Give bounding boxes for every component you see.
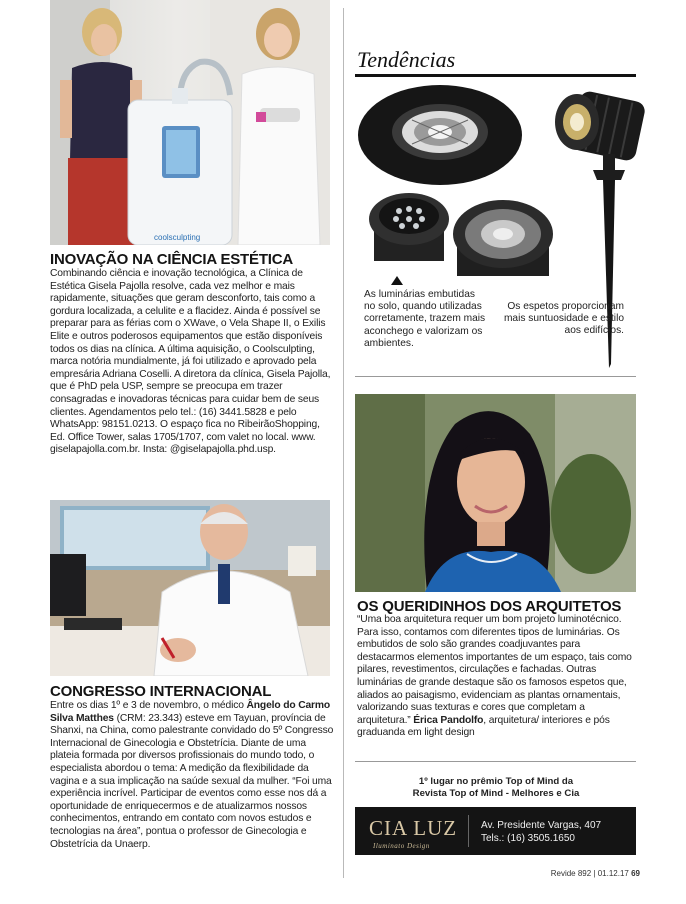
section-title: Tendências: [357, 47, 456, 72]
queridinhos-heading: OS QUERIDINHOS DOS ARQUITETOS: [357, 598, 622, 615]
clinic-illustration: [50, 0, 330, 245]
page-footer: [551, 869, 640, 878]
section-rule: [355, 376, 636, 377]
architect-photo: [355, 394, 636, 592]
caption-spikes: Os espetos proporcionam mais suntuosidade e estilo aos edifícios.: [503, 301, 624, 337]
inovacao-heading: INOVAÇÃO NA CIÊNCIA ESTÉTICA: [50, 251, 294, 268]
doctor-illustration: [50, 500, 330, 676]
award-line-2: Revista Top of Mind - Melhores e Cia: [412, 788, 580, 799]
congresso-body-intro: Entre os dias 1º e 3 de novembro, o médico: [50, 700, 247, 711]
arrow-up-icon: [391, 276, 403, 285]
congresso-body: [50, 700, 337, 851]
inovacao-body: Combinando ciência e inovação tecnológica, a Clínica de Estética Gisela Pajolla resolve, cada vez melhor e mais rapidamente, situações que geram desconforto, tais como a gordura localizada, a celulite e a flacidez. Ainda é possível se preparar para as férias com o XWave, o Vela Shape II, o Exilis Elite e outros poderosos equipamentos que estão disponíveis todos os dias na clínica. A última aquisição, o Coolsculpting, marca notória mundialmente, já foi utilizado e aprovado pela empresária Adriana Coselli. A diretora da clínica, Gisela Pajolla, que é PhD pela USP, sempre se preocupa em trazer consagradas e inovadoras técnicas para cuidar bem de seus clientes. Agendamentos pelo tel.: (16) 3441.5828 e pelo WhatsApp: 98151.0213. O espaço fica no RibeirãoShopping, Ed. Office Tower, salas 1705/1707, com valet no local. www. giselapajolla.com.br. Insta: @giselapajolla.phd.usp.: [50, 268, 331, 456]
ad-phone: Tels.: (16) 3505.1650: [481, 833, 575, 844]
issue-info: Revide 892 | 01.12.17: [550, 869, 629, 878]
in-ground-reflector-luminaire: [451, 190, 555, 282]
award-text: [356, 776, 636, 800]
ad-contact: [481, 819, 601, 845]
in-ground-led-luminaire: [366, 189, 452, 265]
queridinhos-body: [357, 614, 637, 740]
award-rule: [355, 761, 636, 762]
title-rule: [355, 74, 636, 77]
recessed-luminaire-large: [357, 84, 523, 186]
ad-address: Av. Presidente Vargas, 407: [481, 820, 602, 831]
architect-illustration: [355, 394, 636, 592]
page-number: 69: [631, 869, 640, 878]
coolsculpting-label: coolsculpting: [154, 233, 201, 242]
cia-luz-ad: [355, 807, 636, 855]
ad-separator: [468, 815, 469, 847]
queridinhos-quote: “Uma boa arquitetura requer um bom projeto luminotécnico. Para isso, contamos com diferentes tipos de luminárias. Os embutidos de solo são grandes coadjuvantes para destacarmos elementos importantes de um espaço, tais como pilares, revestimentos, circulações e fachadas. Outras luminárias de grande destaque são os famosos espetos que, aliados ao paisagismo, evidenciam as plantas ornamentais, valorizando suas texturas e cores que completam a arquitetura.”: [357, 614, 632, 726]
doctor-photo: [50, 500, 330, 676]
caption-in-ground: As luminárias embutidas no solo, quando utilizadas corretamente, trazem mais aconchego e valorizam os ambientes.: [364, 289, 486, 349]
doctor-name: Ângelo do Carmo Silva Matthes: [50, 700, 331, 724]
architect-name: Érica Pandolfo: [413, 714, 484, 726]
congresso-heading: CONGRESSO INTERNACIONAL: [50, 683, 272, 700]
clinic-photo: [50, 0, 330, 245]
column-divider: [343, 8, 344, 878]
award-line-1: 1º lugar no prêmio Top of Mind da: [418, 776, 574, 787]
cia-luz-tagline: Iluminato Design: [373, 842, 430, 850]
congresso-body-rest: (CRM: 23.343) esteve em Tayuan, província de Shanxi, na China, como palestrante convidado do 5º Congresso Internacional de Ginecologia e Obstetrícia. Diante de uma plateia formada por diversos profissionais do mundo todo, o especialista abordou o tema: A medição da flexibilidade da vagina e a sua implicação na saúde sexual da mulher. “Foi uma experiência incrível. Participar de eventos como esse nos dá a oportunidade de enriquecermos e de atualizarmos nossos conhecimentos, entrando em contato com novos estudos e tecnologias na área”, pontua o professor de Ginecologia e Obstetrícia da Unaerp.: [50, 712, 334, 850]
architect-credentials: , arquitetura/ interiores e pós graduanda em light design: [357, 714, 610, 739]
cia-luz-logo: CIA LUZ: [369, 816, 458, 840]
